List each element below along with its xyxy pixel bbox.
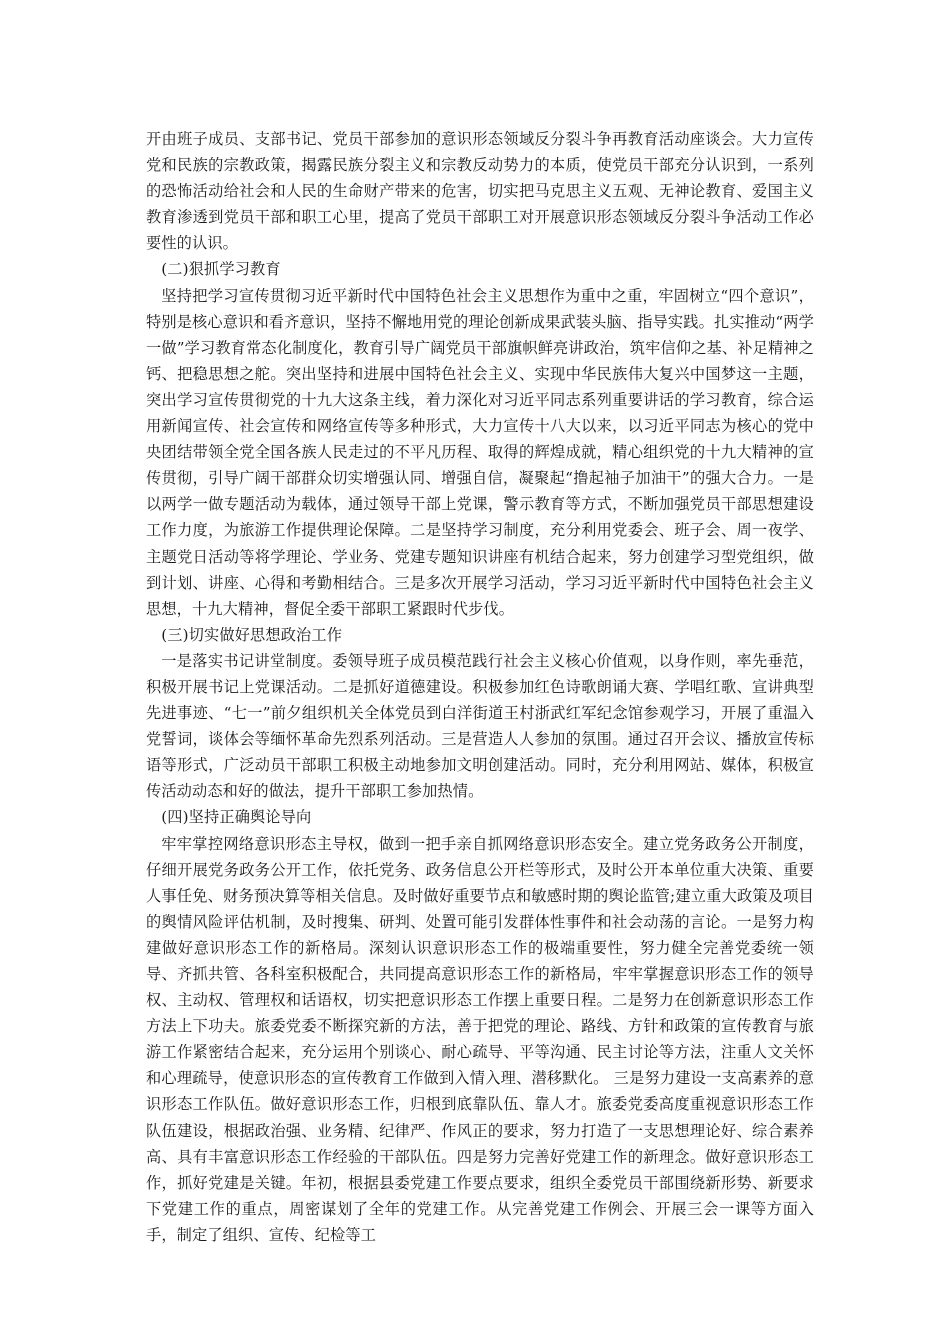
document-page <box>146 126 814 1248</box>
paragraph-study-education: 坚持把学习宣传贯彻习近平新时代中国特色社会主义思想作为重中之重，牢固树立“四个意识”，特别是核心意识和看齐意识，坚持不懈地用党的理论创新成果武装头脑、指导实践。扎实推动“两学一做”学习教育常态化制度化，教育引导广阔党员干部旗帜鲜亮讲政治，筑牢信仰之基、补足精神之钙、把稳思想之舵。突出坚持和进展中国特色社会主义、实现中华民族伟大复兴中国梦这一主题，突出学习宣传贯彻党的十九大这条主线，着力深化对习近平同志系列重要讲话的学习教育，综合运用新闻宣传、社会宣传和网络宣传等多种形式，大力宣传十八大以来，以习近平同志为核心的党中央团结带领全党全国各族人民走过的不平凡历程、取得的辉煌成就，精心组织党的十九大精神的宣传贯彻，引导广阔干部群众切实增强认同、增强自信，凝聚起“撸起袖子加油干”的强大合力。一是以两学一做专题活动为载体，通过领导干部上党课，警示教育等方式，不断加强党员干部思想建设工作力度，为旅游工作提供理论保障。二是坚持学习制度，充分利用党委会、班子会、周一夜学、主题党日活动等将学理论、学业务、党建专题知识讲座有机结合起来，努力创建学习型党组织，做到计划、讲座、心得和考勤相结合。三是多次开展学习活动，学习习近平新时代中国特色社会主义思想，十九大精神，督促全委干部职工紧跟时代步伐。 <box>146 286 814 618</box>
paragraph-ideological-work: 一是落实书记讲堂制度。委领导班子成员模范践行社会主义核心价值观，以身作则，率先垂范，积极开展书记上党课活动。二是抓好道德建设。积极参加红色诗歌朗诵大赛、学唱红歌、宣讲典型先进事迹、“七一”前夕组织机关全体党员到白洋街道王村浙武红军纪念馆参观学习，开展了重温入党誓词，谈体会等缅怀革命先烈系列活动。三是营造人人参加的氛围。通过召开会议、播放宣传标语等形式，广泛动员干部职工积极主动地参加文明创建活动。同时，充分利用网站、媒体，积极宣传活动动态和好的做法，提升干部职工参加热情。 <box>146 651 814 801</box>
section-heading-study-education: (二)狠抓学习教育 <box>161 260 281 279</box>
section-heading-public-opinion: (四)坚持正确舆论导向 <box>161 808 312 827</box>
paragraph-public-opinion: 牢牢掌控网络意识形态主导权，做到一把手亲自抓网络意识形态安全。建立党务政务公开制度，仔细开展党务政务公开工作，依托党务、政务信息公开栏等形式，及时公开本单位重大决策、重要人事任免、财务预决算等相关信息。及时做好重要节点和敏感时期的舆论监管;建立重大政策及项目的舆情风险评估机制，及时搜集、研判、处置可能引发群体性事件和社会动荡的言论。一是努力构建做好意识形态工作的新格局。深刻认识意识形态工作的极端重要性，努力健全完善党委统一领导、齐抓共管、各科室积极配合，共同提高意识形态工作的新格局，牢牢掌握意识形态工作的领导权、主动权、管理权和话语权，切实把意识形态工作摆上重要日程。二是努力在创新意识形态工作方法上下功夫。旅委党委不断探究新的方法，善于把党的理论、路线、方针和政策的宣传教育与旅游工作紧密结合起来，充分运用个别谈心、耐心疏导、平等沟通、民主讨论等方法，注重人文关怀和心理疏导，使意识形态的宣传教育工作做到入情入理、潜移默化。 三是努力建设一支高素养的意识形态工作队伍。做好意识形态工作，归根到底靠队伍、靠人才。旅委党委高度重视意识形态工作队伍建设，根据政治强、业务精、纪律严、作风正的要求，努力打造了一支思想理论好、综合素养高、具有丰富意识形态工作经验的干部队伍。四是努力完善好党建工作的新理念。做好意识形态工作，抓好党建是关键。年初，根据县委党建工作要点要求，组织全委党员干部围绕新形势、新要求下党建工作的重点，周密谋划了全年的党建工作。从完善党建工作例会、开展三会一课等方面入手，制定了组织、宣传、纪检等工 <box>146 834 814 1244</box>
paragraph-continued: 开由班子成员、支部书记、党员干部参加的意识形态领域反分裂斗争再教育活动座谈会。大力宣传党和民族的宗教政策，揭露民族分裂主义和宗教反动势力的本质，使党员干部充分认识到，一系列的恐怖活动给社会和人民的生命财产带来的危害，切实把马克思主义五观、无神论教育、爱国主义教育渗透到党员干部和职工心里，提高了党员干部职工对开展意识形态领域反分裂斗争活动工作必要性的认识。 <box>146 130 814 253</box>
section-heading-ideological-work: (三)切实做好思想政治工作 <box>161 625 343 644</box>
